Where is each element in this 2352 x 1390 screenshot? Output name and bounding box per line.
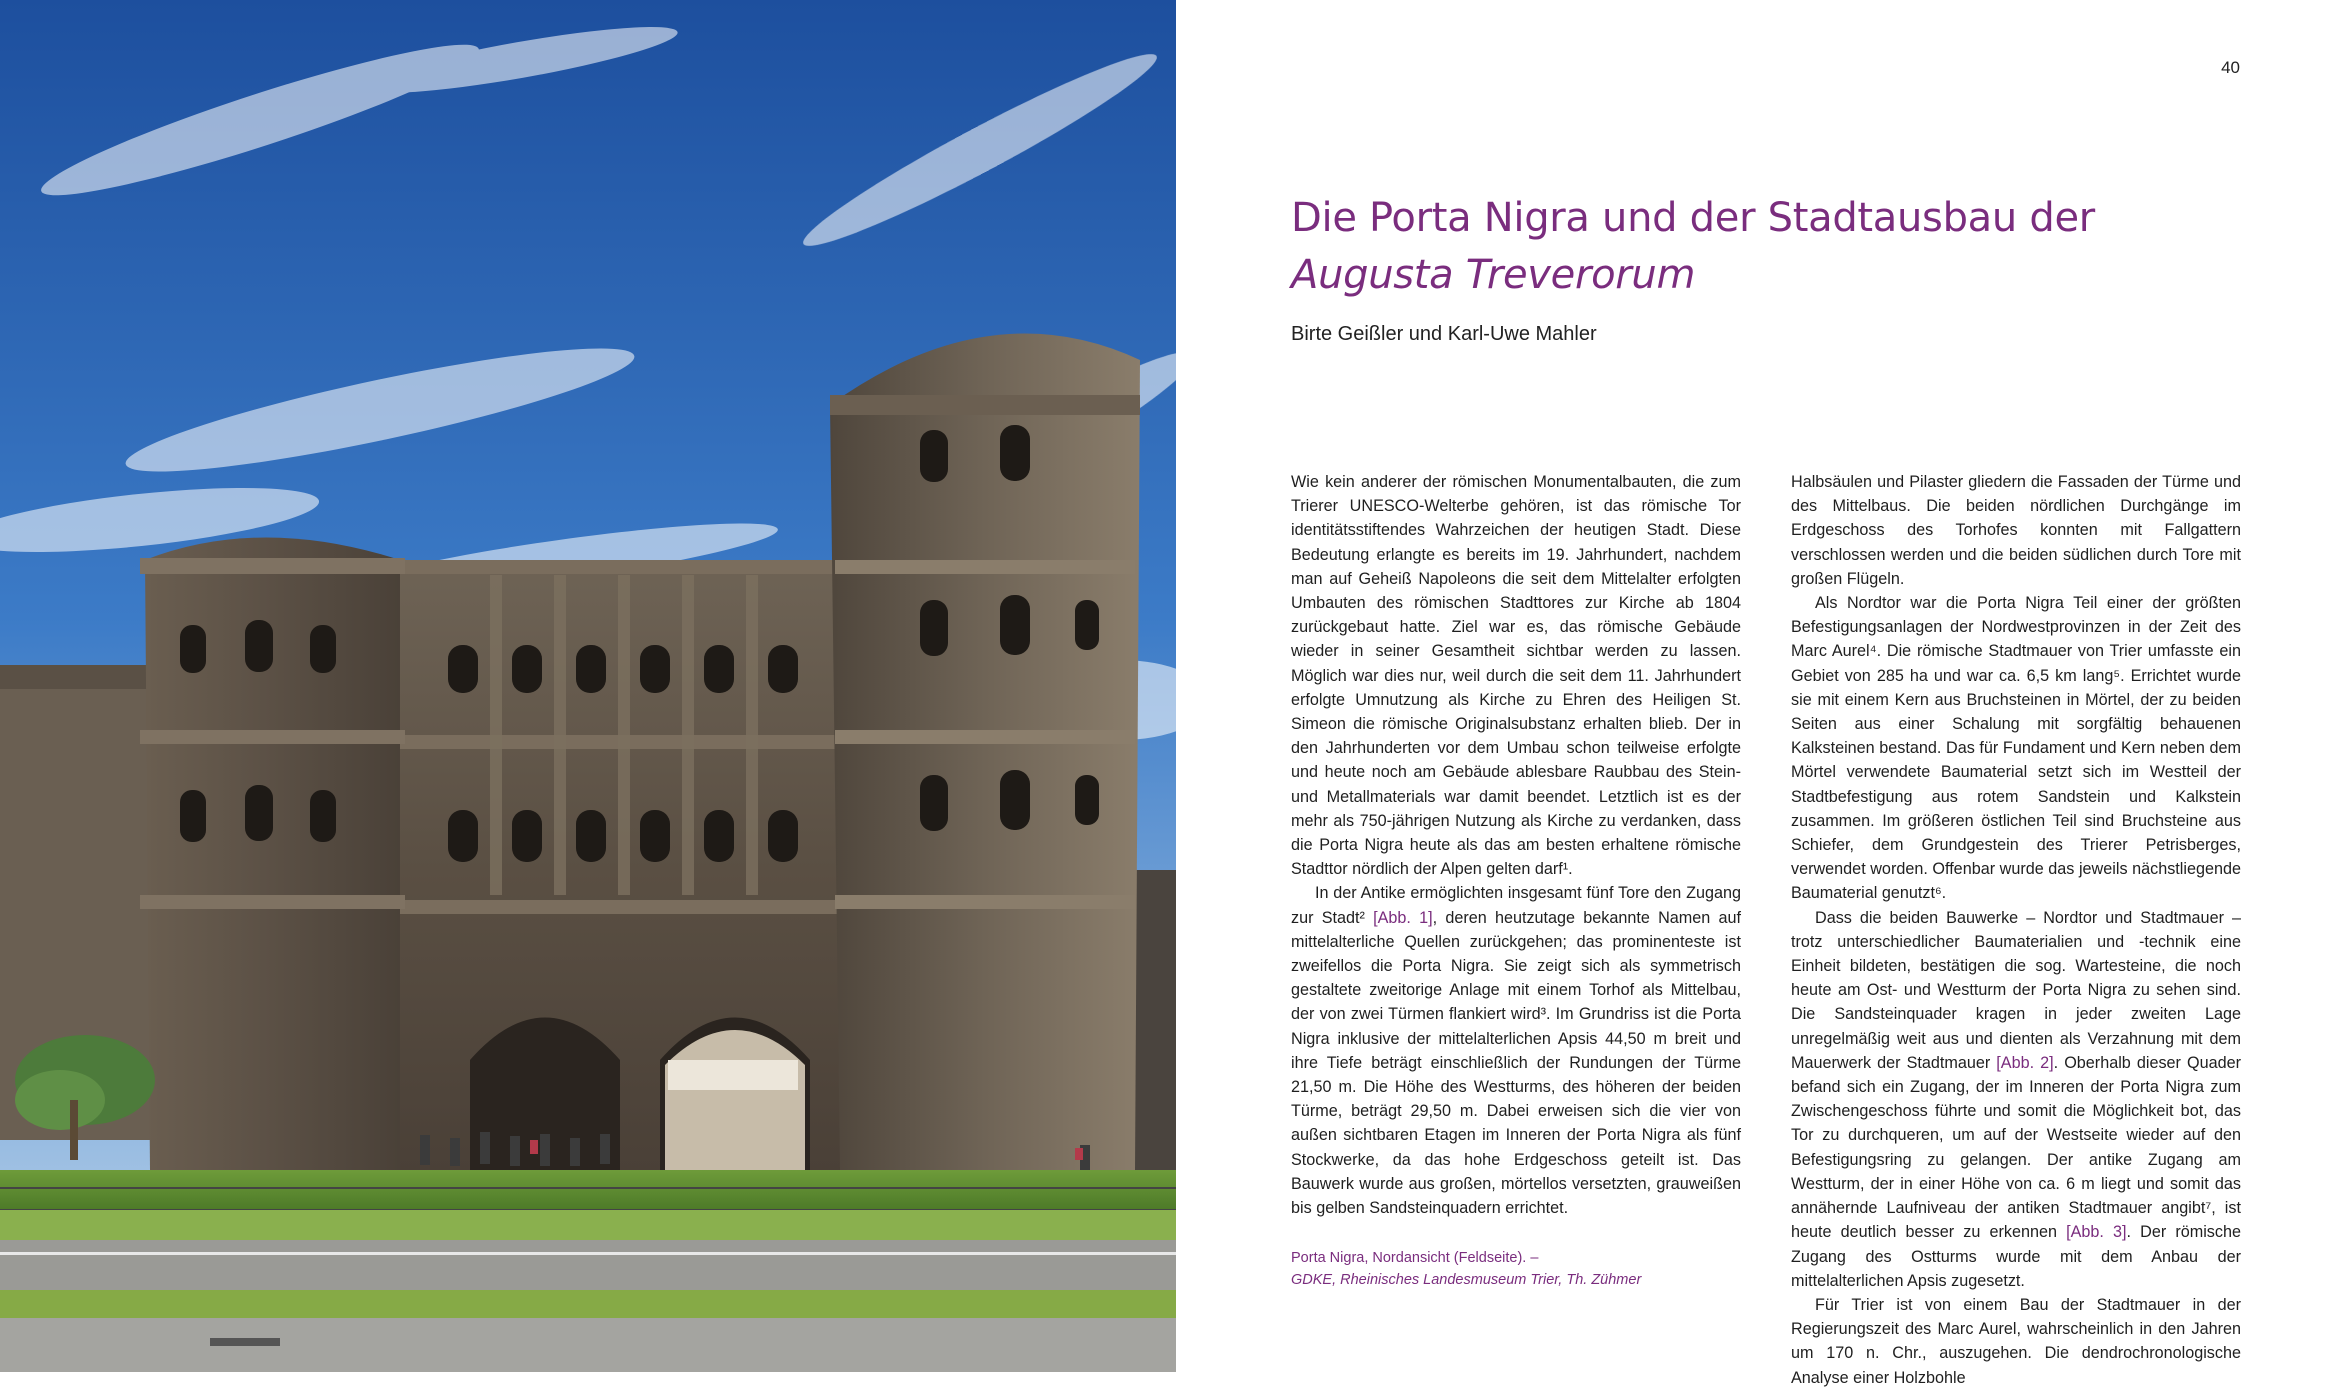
page-number: 40: [2221, 58, 2240, 77]
caption-credit: GDKE, Rheinisches Landesmuseum Trier, Th. Zühmer: [1291, 1272, 1642, 1288]
title-line-1: Die Porta Nigra und der Stadtausbau der: [1291, 195, 2095, 241]
figure-reference-abb-1[interactable]: [Abb. 1]: [1373, 908, 1433, 927]
title-line-2: Augusta Treverorum: [1291, 252, 1696, 298]
figure-reference-abb-3[interactable]: [Abb. 3]: [2066, 1223, 2127, 1242]
paragraph-text: . Oberhalb dieser Quader befand sich ein Zugang, der im Inneren der Porta Nigra zum Zwischengeschoss führte und somit die Möglichkeit bot, das Tor zu durchqueren, um auf der Westseite wieder auf den Befestigungsring zu gelangen. Der antike Zugang am Westturm, der in einer Höhe von ca. 6 m liegt und somit das annähernde Laufniveau der antiken Stadtmauer angibt⁷, ist heute deutlich besser zu erkennen: [1791, 1053, 2241, 1242]
paragraph: [1791, 906, 2241, 1293]
article-title: [1291, 190, 2191, 304]
caption-title: Porta Nigra, Nordansicht (Feldseite). –: [1291, 1250, 1539, 1266]
paragraph-text: . Der römische Zugang des Ostturms wurde mit dem Anbau der mittelalterlichen Apsis zugesetzt.: [1791, 1223, 2242, 1290]
photo-caption: [1291, 1247, 1731, 1291]
paragraph: Halbsäulen und Pilaster gliedern die Fassaden der Türme und des Mittelbaus. Die beiden nördlichen Durchgänge im Erdgeschoss des Torhofes konnten mit Fallgattern verschlossen werden und die beiden südlichen durch Tore mit großen Flügeln.: [1791, 473, 2241, 588]
porta-nigra-photo: [0, 0, 1176, 1372]
article-authors: Birte Geißler und Karl-Uwe Mahler: [1291, 323, 1597, 345]
paragraph-text: In der Antike ermöglichten insgesamt fünf Tore den Zugang zur Stadt²: [1291, 884, 1741, 927]
paragraph: Wie kein anderer der römischen Monumentalbauten, die zum Trierer UNESCO-Welterbe gehören, ist das römische Tor identitätsstiftendes Wahrzeichen der heutigen Stadt. Diese Bedeutung erlangte es bereits im 19. Jahrhundert, nachdem man auf Geheiß Napoleons die seit dem Mittelalter erfolgten Umbauten des römischen Stadttores zur Kirche ab 1804 zurückgebaut hatte. Ziel war es, das römische Gebäude wieder in seiner Gesamtheit sichtbar werden zu lassen. Möglich war dies nur, weil durch die seit dem 11. Jahrhundert erfolgte Umnutzung als Kirche zu Ehren des Heiligen St. Simeon die römische Originalsubstanz erhalten blieb. Der in den Jahrhunderten vor dem Umbau schon teilweise erfolgte und heute noch am Gebäude ablesbare Raubbau des Stein- und Metallmaterials war damit beendet. Letztlich ist es der mehr als 750-jährigen Nutzung als Kirche zu verdanken, dass die Porta Nigra heute als das am besten erhaltene römische Stadttor nördlich der Alpen gelten darf¹.: [1291, 473, 1741, 879]
paragraph: Für Trier ist von einem Bau der Stadtmauer in der Regierungszeit des Marc Aurel, wahrscheinlich in den Jahren um 170 n. Chr., auszugehen. Die dendrochronologische Analyse einer Holzbohle: [1791, 1295, 2241, 1387]
figure-reference-abb-2[interactable]: [Abb. 2]: [1996, 1053, 2054, 1072]
paragraph-text: , deren heutzutage bekannte Namen auf mittelalterliche Quellen zurückgehen; das prominenteste ist zweifellos die Porta Nigra. Sie zeigt sich als symmetrisch gestaltete zweitorige Anlage mit einem Torhof als Mittelbau, der von zwei Türmen flankiert wird³. Im Grundriss ist die Porta Nigra inklusive der mittelalterlichen Apsis 44,50 m breit und ihre Tiefe beträgt einschließlich der Rundungen der Türme 21,50 m. Die Höhe des Westturms, des höheren der beiden Türme, beträgt 29,50 m. Dabei erweisen sich die vier von außen sichtbaren Etagen im Inneren der Porta Nigra als fünf Stockwerke, da das hohe Erdgeschoss geteilt ist. Das Bauwerk wurde aus großen, mörtellos versetzten, grauweißen bis gelben Sandsteinquadern errichtet.: [1291, 908, 1741, 1218]
text-column-1: [1291, 470, 1741, 1220]
paragraph: Als Nordtor war die Porta Nigra Teil einer der größten Befestigungsanlagen der Nordwestprovinzen in der Zeit des Marc Aurel⁴. Die römische Stadtmauer von Trier umfasste ein Gebiet von 285 ha und war ca. 6,5 km lang⁵. Errichtet wurde sie mit einem Kern aus Bruchsteinen in Mörtel, der zu beiden Seiten aus einer Schalung mit sorgfältig behauenen Kalksteinen bestand. Das für Fundament und Kern neben dem Mörtel verwendete Baumaterial setzt sich im Westteil der Stadtbefestigung aus rotem Sandstein und Kalkstein zusammen. Im größeren östlichen Teil sind Bruchsteine aus Schiefer, dem Grundgestein des Trierer Petrisberges, verwendet worden. Offenbar wurde das jeweils nächstliegende Baumaterial genutzt⁶.: [1791, 594, 2241, 903]
paragraph: [1291, 881, 1741, 1220]
paragraph-text: Dass die beiden Bauwerke – Nordtor und Stadtmauer – trotz unterschiedlicher Baumaterialien und -technik eine Einheit bildeten, bestätigen die sog. Wartesteine, die noch heute am Ost- und Westturm der Porta Nigra zu sehen sind. Die Sandsteinquader kragen in jeder zweiten Lage unregelmäßig weit aus und dienten als Verzahnung mit dem Mauerwerk der Stadtmauer: [1791, 908, 2241, 1072]
text-column-2: [1791, 470, 2241, 1390]
